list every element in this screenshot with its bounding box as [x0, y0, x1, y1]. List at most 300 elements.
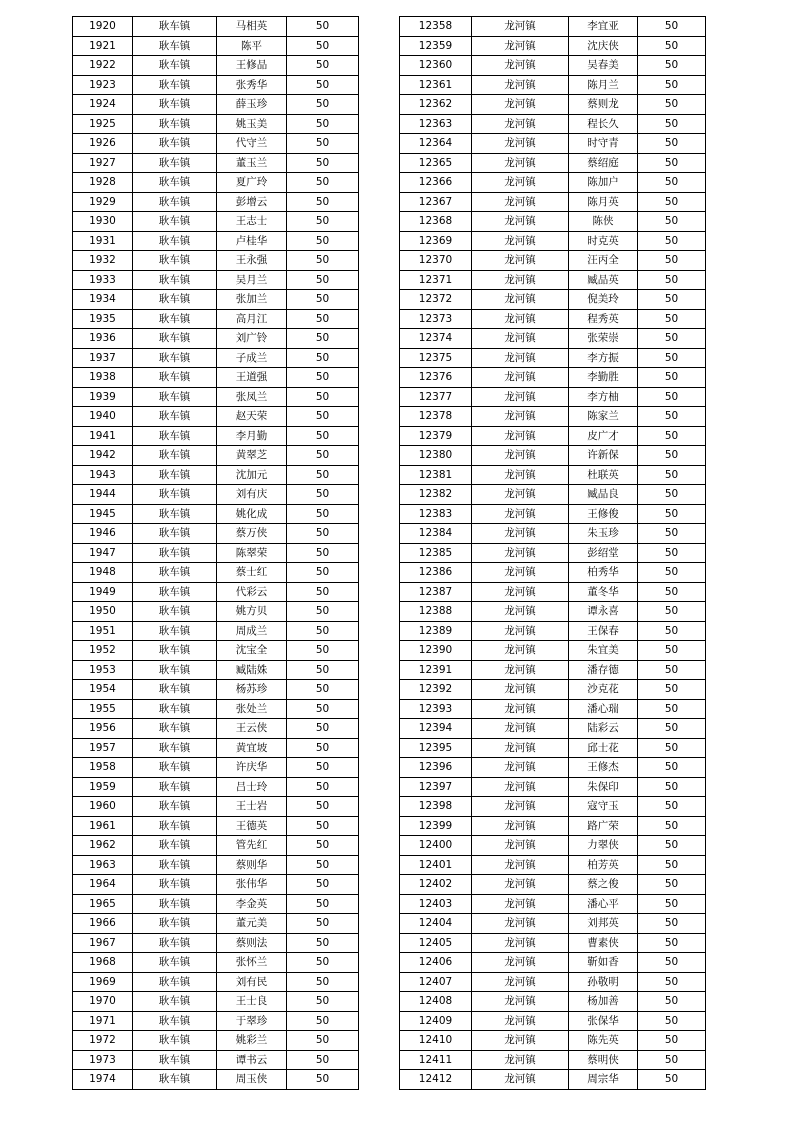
- cell-amount: 50: [287, 1050, 359, 1070]
- table-row: [400, 36, 706, 56]
- cell-amount: 50: [638, 1011, 706, 1031]
- cell-town: 龙河镇: [472, 1070, 569, 1090]
- cell-name: 管先红: [217, 836, 287, 856]
- cell-amount: 50: [287, 933, 359, 953]
- cell-amount: 50: [638, 368, 706, 388]
- cell-town: 龙河镇: [472, 309, 569, 329]
- cell-name: 刘有庆: [217, 485, 287, 505]
- cell-town: 龙河镇: [472, 894, 569, 914]
- cell-name: 蔡万侠: [217, 524, 287, 544]
- cell-town: 龙河镇: [472, 173, 569, 193]
- cell-id: 12389: [400, 621, 472, 641]
- cell-id: 12403: [400, 894, 472, 914]
- cell-name: 高月江: [217, 309, 287, 329]
- cell-town: 耿车镇: [133, 1031, 217, 1051]
- cell-town: 耿车镇: [133, 816, 217, 836]
- table-row: [73, 192, 359, 212]
- cell-name: 朱保印: [569, 777, 638, 797]
- cell-id: 12405: [400, 933, 472, 953]
- table-row: [400, 1031, 706, 1051]
- cell-amount: 50: [287, 36, 359, 56]
- cell-town: 龙河镇: [472, 212, 569, 232]
- table-row: [73, 641, 359, 661]
- cell-town: 龙河镇: [472, 719, 569, 739]
- cell-amount: 50: [287, 797, 359, 817]
- cell-id: 12367: [400, 192, 472, 212]
- cell-amount: 50: [287, 173, 359, 193]
- table-row: [73, 1031, 359, 1051]
- cell-amount: 50: [638, 270, 706, 290]
- cell-town: 龙河镇: [472, 36, 569, 56]
- cell-id: 12400: [400, 836, 472, 856]
- cell-name: 蔡绍庭: [569, 153, 638, 173]
- cell-name: 臧品英: [569, 270, 638, 290]
- table-row: [73, 738, 359, 758]
- cell-amount: 50: [287, 660, 359, 680]
- cell-name: 姚彩兰: [217, 1031, 287, 1051]
- table-row: [400, 524, 706, 544]
- cell-town: 龙河镇: [472, 699, 569, 719]
- cell-amount: 50: [638, 933, 706, 953]
- cell-amount: 50: [287, 309, 359, 329]
- cell-id: 1934: [73, 290, 133, 310]
- table-row: [73, 602, 359, 622]
- cell-name: 陈平: [217, 36, 287, 56]
- cell-name: 王志士: [217, 212, 287, 232]
- cell-name: 王士良: [217, 992, 287, 1012]
- cell-amount: 50: [287, 914, 359, 934]
- cell-name: 吕士玲: [217, 777, 287, 797]
- cell-town: 龙河镇: [472, 660, 569, 680]
- cell-town: 龙河镇: [472, 602, 569, 622]
- cell-amount: 50: [287, 95, 359, 115]
- cell-name: 李月勤: [217, 426, 287, 446]
- table-row: [73, 992, 359, 1012]
- cell-id: 1971: [73, 1011, 133, 1031]
- cell-id: 12401: [400, 855, 472, 875]
- cell-name: 柏芳英: [569, 855, 638, 875]
- cell-id: 12386: [400, 563, 472, 583]
- table-row: [400, 270, 706, 290]
- cell-town: 龙河镇: [472, 797, 569, 817]
- cell-town: 龙河镇: [472, 348, 569, 368]
- cell-amount: 50: [638, 758, 706, 778]
- cell-town: 龙河镇: [472, 56, 569, 76]
- cell-town: 龙河镇: [472, 368, 569, 388]
- cell-id: 12408: [400, 992, 472, 1012]
- cell-id: 1924: [73, 95, 133, 115]
- cell-name: 刘邦英: [569, 914, 638, 934]
- cell-name: 邱士花: [569, 738, 638, 758]
- cell-town: 耿车镇: [133, 465, 217, 485]
- cell-id: 12379: [400, 426, 472, 446]
- table-row: [73, 855, 359, 875]
- cell-id: 1967: [73, 933, 133, 953]
- table-row: [400, 543, 706, 563]
- cell-amount: 50: [287, 1031, 359, 1051]
- cell-amount: 50: [638, 699, 706, 719]
- table-row: [400, 680, 706, 700]
- cell-id: 12372: [400, 290, 472, 310]
- cell-town: 耿车镇: [133, 348, 217, 368]
- cell-name: 靳如香: [569, 953, 638, 973]
- table-row: [400, 836, 706, 856]
- cell-id: 1958: [73, 758, 133, 778]
- table-row: [73, 329, 359, 349]
- cell-town: 耿车镇: [133, 95, 217, 115]
- cell-town: 龙河镇: [472, 914, 569, 934]
- cell-id: 1940: [73, 407, 133, 427]
- cell-id: 12391: [400, 660, 472, 680]
- cell-town: 耿车镇: [133, 758, 217, 778]
- cell-town: 耿车镇: [133, 1050, 217, 1070]
- table-row: [73, 173, 359, 193]
- cell-id: 12392: [400, 680, 472, 700]
- cell-town: 龙河镇: [472, 1050, 569, 1070]
- table-row: [73, 368, 359, 388]
- cell-name: 马相英: [217, 17, 287, 37]
- cell-amount: 50: [287, 251, 359, 271]
- cell-name: 臧品良: [569, 485, 638, 505]
- cell-id: 12364: [400, 134, 472, 154]
- cell-name: 王保春: [569, 621, 638, 641]
- table-row: [73, 563, 359, 583]
- cell-name: 刘有民: [217, 972, 287, 992]
- cell-town: 龙河镇: [472, 816, 569, 836]
- cell-id: 1931: [73, 231, 133, 251]
- cell-town: 耿车镇: [133, 1070, 217, 1090]
- cell-town: 耿车镇: [133, 270, 217, 290]
- cell-amount: 50: [638, 75, 706, 95]
- cell-amount: 50: [287, 192, 359, 212]
- table-row: [400, 699, 706, 719]
- table-row: [73, 1050, 359, 1070]
- cell-amount: 50: [287, 1070, 359, 1090]
- cell-id: 12368: [400, 212, 472, 232]
- cell-id: 12410: [400, 1031, 472, 1051]
- table-row: [73, 699, 359, 719]
- cell-name: 蔡则龙: [569, 95, 638, 115]
- cell-id: 1922: [73, 56, 133, 76]
- cell-name: 周宗华: [569, 1070, 638, 1090]
- cell-amount: 50: [287, 738, 359, 758]
- cell-amount: 50: [287, 602, 359, 622]
- cell-amount: 50: [638, 192, 706, 212]
- cell-name: 赵天荣: [217, 407, 287, 427]
- cell-name: 李宜亚: [569, 17, 638, 37]
- cell-id: 1930: [73, 212, 133, 232]
- cell-name: 张凤兰: [217, 387, 287, 407]
- cell-amount: 50: [638, 894, 706, 914]
- cell-town: 耿车镇: [133, 504, 217, 524]
- cell-amount: 50: [638, 114, 706, 134]
- cell-amount: 50: [287, 212, 359, 232]
- cell-id: 12375: [400, 348, 472, 368]
- cell-town: 龙河镇: [472, 972, 569, 992]
- cell-id: 12369: [400, 231, 472, 251]
- cell-name: 张处兰: [217, 699, 287, 719]
- cell-town: 耿车镇: [133, 972, 217, 992]
- cell-id: 12378: [400, 407, 472, 427]
- table-row: [400, 309, 706, 329]
- cell-name: 时守青: [569, 134, 638, 154]
- cell-amount: 50: [287, 231, 359, 251]
- cell-amount: 50: [287, 621, 359, 641]
- cell-amount: 50: [638, 153, 706, 173]
- table-row: [73, 465, 359, 485]
- cell-town: 耿车镇: [133, 875, 217, 895]
- table-row: [73, 36, 359, 56]
- cell-name: 潘存德: [569, 660, 638, 680]
- table-row: [400, 114, 706, 134]
- cell-name: 周成兰: [217, 621, 287, 641]
- cell-amount: 50: [638, 290, 706, 310]
- table-row: [73, 543, 359, 563]
- cell-id: 1956: [73, 719, 133, 739]
- cell-name: 寇守玉: [569, 797, 638, 817]
- table-row: [73, 387, 359, 407]
- cell-town: 耿车镇: [133, 699, 217, 719]
- cell-amount: 50: [287, 153, 359, 173]
- cell-town: 耿车镇: [133, 153, 217, 173]
- cell-id: 1944: [73, 485, 133, 505]
- cell-id: 1949: [73, 582, 133, 602]
- cell-amount: 50: [287, 17, 359, 37]
- cell-id: 1926: [73, 134, 133, 154]
- cell-name: 黄宜坡: [217, 738, 287, 758]
- cell-amount: 50: [638, 173, 706, 193]
- cell-amount: 50: [638, 231, 706, 251]
- cell-id: 12395: [400, 738, 472, 758]
- table-row: [400, 134, 706, 154]
- table-row: [400, 153, 706, 173]
- cell-name: 力翠侠: [569, 836, 638, 856]
- table-row: [73, 972, 359, 992]
- cell-town: 耿车镇: [133, 251, 217, 271]
- table-row: [73, 95, 359, 115]
- cell-town: 耿车镇: [133, 836, 217, 856]
- cell-town: 龙河镇: [472, 95, 569, 115]
- table-row: [73, 777, 359, 797]
- cell-id: 12411: [400, 1050, 472, 1070]
- table-row: [73, 1070, 359, 1090]
- cell-name: 于翠珍: [217, 1011, 287, 1031]
- cell-id: 1968: [73, 953, 133, 973]
- cell-amount: 50: [638, 660, 706, 680]
- table-row: [73, 875, 359, 895]
- cell-id: 1951: [73, 621, 133, 641]
- cell-town: 龙河镇: [472, 621, 569, 641]
- table-row: [400, 212, 706, 232]
- cell-amount: 50: [287, 446, 359, 466]
- cell-id: 1929: [73, 192, 133, 212]
- cell-amount: 50: [638, 426, 706, 446]
- cell-amount: 50: [638, 212, 706, 232]
- cell-amount: 50: [638, 446, 706, 466]
- cell-id: 1920: [73, 17, 133, 37]
- table-row: [400, 290, 706, 310]
- cell-amount: 50: [638, 387, 706, 407]
- cell-id: 1964: [73, 875, 133, 895]
- cell-name: 沈加元: [217, 465, 287, 485]
- cell-id: 1938: [73, 368, 133, 388]
- cell-name: 许庆华: [217, 758, 287, 778]
- cell-name: 黄翠芝: [217, 446, 287, 466]
- table-row: [400, 972, 706, 992]
- right-table-body: [400, 17, 706, 1090]
- cell-name: 王云侠: [217, 719, 287, 739]
- cell-name: 杨苏珍: [217, 680, 287, 700]
- cell-amount: 50: [287, 972, 359, 992]
- table-row: [73, 836, 359, 856]
- table-row: [400, 738, 706, 758]
- table-row: [73, 914, 359, 934]
- cell-id: 1948: [73, 563, 133, 583]
- cell-id: 1923: [73, 75, 133, 95]
- cell-amount: 50: [287, 894, 359, 914]
- cell-town: 龙河镇: [472, 953, 569, 973]
- table-row: [400, 855, 706, 875]
- cell-name: 代守兰: [217, 134, 287, 154]
- table-row: [73, 1011, 359, 1031]
- cell-town: 龙河镇: [472, 875, 569, 895]
- table-row: [73, 17, 359, 37]
- cell-town: 耿车镇: [133, 933, 217, 953]
- table-row: [400, 582, 706, 602]
- cell-name: 董玉兰: [217, 153, 287, 173]
- cell-id: 1946: [73, 524, 133, 544]
- cell-town: 耿车镇: [133, 543, 217, 563]
- cell-name: 彭绍堂: [569, 543, 638, 563]
- cell-town: 龙河镇: [472, 251, 569, 271]
- cell-town: 耿车镇: [133, 680, 217, 700]
- table-row: [400, 173, 706, 193]
- cell-town: 耿车镇: [133, 621, 217, 641]
- cell-amount: 50: [638, 836, 706, 856]
- cell-town: 耿车镇: [133, 387, 217, 407]
- cell-amount: 50: [638, 992, 706, 1012]
- cell-amount: 50: [638, 524, 706, 544]
- table-row: [73, 797, 359, 817]
- cell-id: 12407: [400, 972, 472, 992]
- cell-town: 龙河镇: [472, 114, 569, 134]
- cell-name: 曹素侠: [569, 933, 638, 953]
- cell-amount: 50: [638, 972, 706, 992]
- cell-amount: 50: [287, 368, 359, 388]
- cell-amount: 50: [287, 953, 359, 973]
- cell-town: 龙河镇: [472, 641, 569, 661]
- cell-id: 12385: [400, 543, 472, 563]
- cell-amount: 50: [287, 504, 359, 524]
- cell-town: 龙河镇: [472, 426, 569, 446]
- cell-town: 龙河镇: [472, 192, 569, 212]
- cell-town: 龙河镇: [472, 524, 569, 544]
- cell-id: 12384: [400, 524, 472, 544]
- table-row: [400, 816, 706, 836]
- cell-name: 吴月兰: [217, 270, 287, 290]
- cell-town: 龙河镇: [472, 231, 569, 251]
- cell-amount: 50: [638, 777, 706, 797]
- cell-name: 王修杰: [569, 758, 638, 778]
- cell-town: 耿车镇: [133, 797, 217, 817]
- table-row: [73, 251, 359, 271]
- cell-id: 12376: [400, 368, 472, 388]
- cell-town: 龙河镇: [472, 134, 569, 154]
- cell-id: 1941: [73, 426, 133, 446]
- cell-amount: 50: [638, 582, 706, 602]
- cell-id: 1974: [73, 1070, 133, 1090]
- table-row: [400, 933, 706, 953]
- cell-amount: 50: [287, 485, 359, 505]
- cell-amount: 50: [287, 348, 359, 368]
- cell-id: 12409: [400, 1011, 472, 1031]
- cell-amount: 50: [287, 56, 359, 76]
- cell-amount: 50: [638, 329, 706, 349]
- cell-id: 12406: [400, 953, 472, 973]
- table-row: [400, 56, 706, 76]
- cell-id: 1939: [73, 387, 133, 407]
- cell-town: 龙河镇: [472, 563, 569, 583]
- table-row: [73, 153, 359, 173]
- cell-id: 1969: [73, 972, 133, 992]
- cell-id: 1927: [73, 153, 133, 173]
- cell-amount: 50: [287, 816, 359, 836]
- table-row: [400, 17, 706, 37]
- cell-amount: 50: [638, 36, 706, 56]
- cell-amount: 50: [638, 563, 706, 583]
- cell-id: 1928: [73, 173, 133, 193]
- cell-town: 龙河镇: [472, 738, 569, 758]
- cell-name: 沙克花: [569, 680, 638, 700]
- table-row: [400, 875, 706, 895]
- table-row: [400, 446, 706, 466]
- cell-id: 1962: [73, 836, 133, 856]
- cell-id: 12390: [400, 641, 472, 661]
- cell-name: 杜联英: [569, 465, 638, 485]
- table-row: [73, 114, 359, 134]
- table-row: [73, 758, 359, 778]
- cell-name: 王道强: [217, 368, 287, 388]
- table-row: [400, 660, 706, 680]
- cell-name: 张怀兰: [217, 953, 287, 973]
- cell-town: 龙河镇: [472, 290, 569, 310]
- cell-name: 刘广铃: [217, 329, 287, 349]
- cell-amount: 50: [638, 855, 706, 875]
- cell-id: 12393: [400, 699, 472, 719]
- cell-name: 潘心平: [569, 894, 638, 914]
- table-row: [400, 621, 706, 641]
- cell-name: 程长久: [569, 114, 638, 134]
- cell-amount: 50: [638, 95, 706, 115]
- cell-id: 1959: [73, 777, 133, 797]
- table-row: [400, 894, 706, 914]
- table-row: [400, 95, 706, 115]
- cell-amount: 50: [638, 485, 706, 505]
- table-row: [400, 426, 706, 446]
- cell-name: 张荣崇: [569, 329, 638, 349]
- cell-town: 龙河镇: [472, 270, 569, 290]
- cell-town: 耿车镇: [133, 173, 217, 193]
- cell-town: 龙河镇: [472, 465, 569, 485]
- cell-amount: 50: [287, 134, 359, 154]
- cell-id: 12370: [400, 251, 472, 271]
- cell-id: 1954: [73, 680, 133, 700]
- cell-amount: 50: [287, 699, 359, 719]
- cell-name: 王士岩: [217, 797, 287, 817]
- cell-town: 龙河镇: [472, 387, 569, 407]
- cell-town: 龙河镇: [472, 153, 569, 173]
- cell-amount: 50: [287, 114, 359, 134]
